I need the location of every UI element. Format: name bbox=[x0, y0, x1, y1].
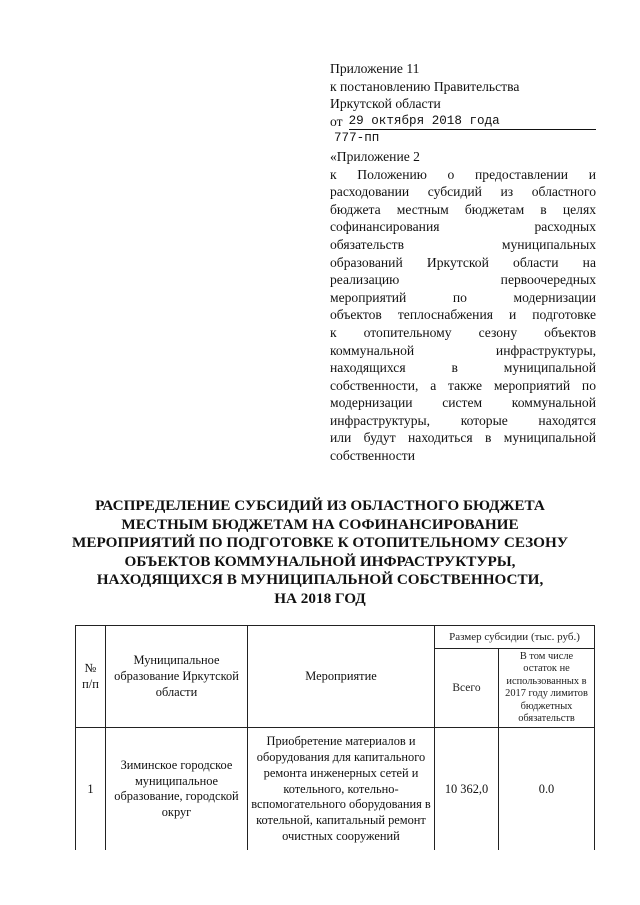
title-line: МЕСТНЫМ БЮДЖЕТАМ НА СОФИНАНСИРОВАНИЕ bbox=[121, 515, 519, 533]
title-line: НА 2018 ГОД bbox=[274, 589, 366, 607]
paragraph-line: объектов теплоснабжения и подготовке bbox=[330, 307, 596, 323]
paragraph-line: к отопительному сезону объектов bbox=[330, 324, 596, 340]
col-header-num: № п/п bbox=[76, 626, 106, 728]
appendix-header bbox=[330, 60, 596, 465]
appendix-number: Приложение 11 bbox=[330, 61, 420, 76]
paragraph-line: модернизации систем коммунальной bbox=[330, 395, 596, 411]
paragraph-line: реализацию первоочередных bbox=[330, 272, 596, 288]
paragraph-line: обязательств муниципальных bbox=[330, 236, 596, 252]
paragraph-line: инфраструктуры, которые находятся bbox=[330, 412, 596, 428]
col-header-subsidy: Размер субсидии (тыс. руб.) bbox=[435, 626, 595, 649]
regulation-paragraph bbox=[330, 166, 596, 465]
resolution-date: 29 октября 2018 года bbox=[349, 113, 596, 131]
col-header-total: Всего bbox=[435, 649, 499, 728]
col-header-municipality: Муниципальное образование Иркутской области bbox=[106, 626, 248, 728]
row-activity: Приобретение материалов и оборудования для капитального ремонта инженерных сетей и котельного, котельно-вспомогательного оборудования в котельной, капитальный ремонт очистных сооружений bbox=[248, 728, 435, 851]
row-num: 1 bbox=[76, 728, 106, 851]
resolution-number: 777-пп bbox=[334, 131, 380, 146]
title-line: ОБЪЕКТОВ КОММУНАЛЬНОЙ ИНФРАСТРУКТУРЫ, bbox=[124, 552, 516, 570]
paragraph-line: софинансирования расходных bbox=[330, 219, 596, 235]
title-line: МЕРОПРИЯТИЙ ПО ПОДГОТОВКЕ К ОТОПИТЕЛЬНОМУ СЕЗОНУ bbox=[72, 534, 568, 552]
paragraph-line: образований Иркутской области на bbox=[330, 254, 596, 270]
date-prefix: от bbox=[330, 113, 343, 129]
row-total: 10 362,0 bbox=[435, 728, 499, 851]
table-row bbox=[76, 728, 595, 851]
paragraph-line: бюджета местным бюджетам в целях bbox=[330, 201, 596, 217]
appendix-2-label: «Приложение 2 bbox=[330, 148, 420, 164]
paragraph-line: или будут находиться в муниципальной bbox=[330, 430, 596, 446]
paragraph-line: коммунальной инфраструктуры, bbox=[330, 342, 596, 358]
resolution-date-line bbox=[330, 113, 596, 131]
table-header-row bbox=[76, 626, 595, 649]
title-line: НАХОДЯЩИХСЯ В МУНИЦИПАЛЬНОЙ СОБСТВЕННОСТИ, bbox=[96, 571, 544, 589]
paragraph-line: к Положению о предоставлении и bbox=[330, 166, 596, 182]
col-header-remainder: В том числе остаток не использованных в 2017 году лимитов бюджетных обязательств bbox=[499, 649, 595, 728]
title-line: РАСПРЕДЕЛЕНИЕ СУБСИДИЙ ИЗ ОБЛАСТНОГО БЮДЖЕТА bbox=[95, 497, 545, 514]
row-remainder: 0.0 bbox=[499, 728, 595, 851]
subsidy-table bbox=[75, 625, 595, 850]
region-name: Иркутской области bbox=[330, 96, 441, 112]
paragraph-line: собственности bbox=[330, 448, 416, 464]
document-title bbox=[40, 497, 600, 609]
row-municipality: Зиминское городское муниципальное образование, городской округ bbox=[106, 728, 248, 851]
paragraph-line: мероприятий по модернизации bbox=[330, 289, 596, 305]
paragraph-line: собственности, а также мероприятий по bbox=[330, 377, 596, 393]
paragraph-line: расходовании субсидий из областного bbox=[330, 184, 596, 200]
col-header-activity: Мероприятие bbox=[248, 626, 435, 728]
paragraph-line: находящихся в муниципальной bbox=[330, 360, 596, 376]
resolution-reference: к постановлению Правительства bbox=[330, 78, 520, 94]
